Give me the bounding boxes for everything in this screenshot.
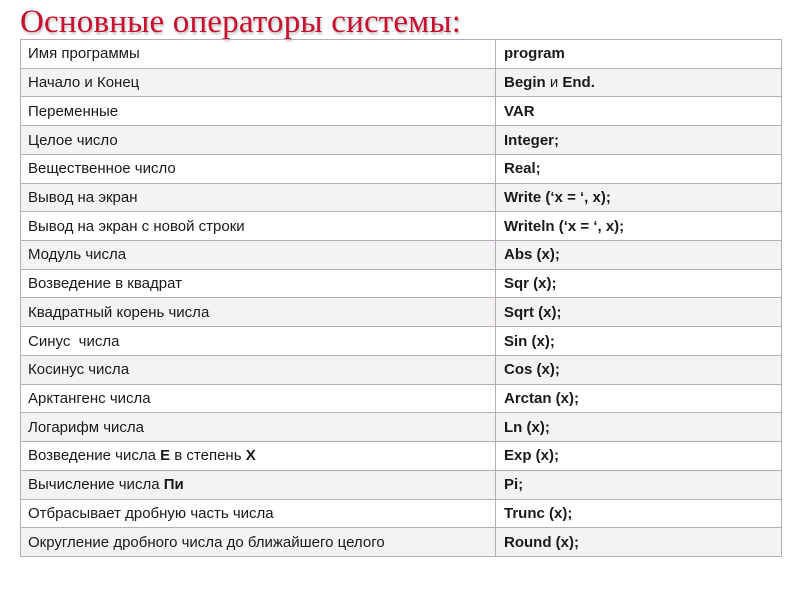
operator-conjunction: и	[545, 74, 563, 92]
operator-description: Квадратный корень числа	[21, 298, 496, 327]
description-text: Вычисление числа	[28, 476, 164, 494]
table-row	[21, 40, 782, 69]
table-row	[21, 126, 782, 155]
operator-syntax: Writeln (‘x = ‘, x);	[496, 212, 782, 241]
table-row	[21, 355, 782, 384]
operator-syntax: Write (‘x = ‘, x);	[496, 183, 782, 212]
operator-syntax: Ln (x);	[496, 413, 782, 442]
operator-description: Вывод на экран	[21, 183, 496, 212]
operator-description: Модуль числа	[21, 241, 496, 270]
table-row	[21, 327, 782, 356]
operator-description: Синус числа	[21, 327, 496, 356]
description-text: в степень	[170, 447, 246, 465]
operator-description: Вывод на экран с новой строки	[21, 212, 496, 241]
operator-syntax: Real;	[496, 154, 782, 183]
operator-description: Начало и Конец	[21, 68, 496, 97]
operator-description: Арктангенс числа	[21, 384, 496, 413]
operator-syntax: Exp (x);	[496, 442, 782, 471]
operator-syntax: Pi;	[496, 470, 782, 499]
operator-description: Косинус числа	[21, 355, 496, 384]
operator-description	[21, 442, 496, 471]
table-row	[21, 68, 782, 97]
table-row	[21, 298, 782, 327]
table-row	[21, 269, 782, 298]
operator-syntax: Sqr (x);	[496, 269, 782, 298]
operator-end: End.	[562, 74, 595, 92]
description-emphasis: Е	[160, 447, 171, 465]
table-row	[21, 470, 782, 499]
operator-syntax: Round (x);	[496, 528, 782, 557]
table-row	[21, 154, 782, 183]
table-row	[21, 499, 782, 528]
operator-syntax: Trunc (x);	[496, 499, 782, 528]
operator-syntax: Integer;	[496, 126, 782, 155]
operator-syntax	[496, 68, 782, 97]
table-row	[21, 413, 782, 442]
operator-description: Переменные	[21, 97, 496, 126]
operator-syntax: Cos (x);	[496, 355, 782, 384]
table-row	[21, 212, 782, 241]
operator-description: Вещественное число	[21, 154, 496, 183]
table-row	[21, 97, 782, 126]
table-row	[21, 442, 782, 471]
table-row	[21, 183, 782, 212]
description-emphasis: Х	[245, 447, 256, 465]
page-title: Основные операторы системы:	[20, 4, 462, 40]
table-row	[21, 384, 782, 413]
operator-description: Округление дробного числа до ближайшего целого	[21, 528, 496, 557]
operator-syntax: Abs (x);	[496, 241, 782, 270]
description-text: Возведение числа	[28, 447, 161, 465]
operator-begin: Begin	[504, 74, 546, 92]
description-emphasis: Пи	[163, 476, 184, 494]
operator-syntax: Sin (x);	[496, 327, 782, 356]
operator-syntax: VAR	[496, 97, 782, 126]
table-row	[21, 528, 782, 557]
operator-description: Имя программы	[21, 40, 496, 69]
operator-description: Возведение в квадрат	[21, 269, 496, 298]
operators-table	[20, 39, 782, 557]
operator-description: Логарифм числа	[21, 413, 496, 442]
operator-description	[21, 470, 496, 499]
operator-syntax: Arctan (x);	[496, 384, 782, 413]
operator-syntax: Sqrt (x);	[496, 298, 782, 327]
table-row	[21, 241, 782, 270]
operator-description: Отбрасывает дробную часть числа	[21, 499, 496, 528]
operator-description: Целое число	[21, 126, 496, 155]
operator-syntax: program	[496, 40, 782, 69]
